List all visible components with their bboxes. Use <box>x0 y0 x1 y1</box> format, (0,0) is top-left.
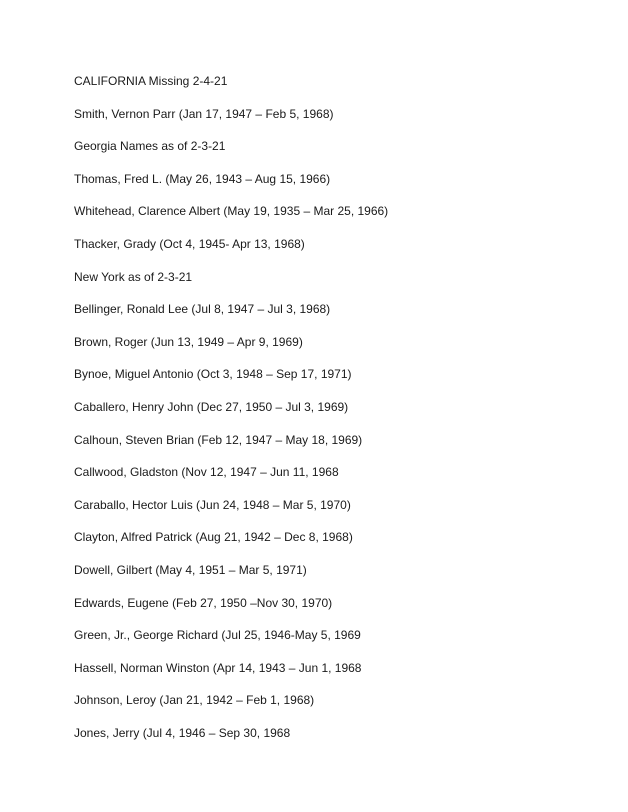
list-item: Thacker, Grady (Oct 4, 1945- Apr 13, 1968) <box>74 236 305 251</box>
list-item: Hassell, Norman Winston (Apr 14, 1943 – Jun 1, 1968 <box>74 660 362 675</box>
list-item: Caballero, Henry John (Dec 27, 1950 – Jul 3, 1969) <box>74 399 349 414</box>
list-item: Johnson, Leroy (Jan 21, 1942 – Feb 1, 1968) <box>74 693 315 708</box>
section-heading-georgia: Georgia Names as of 2-3-21 <box>74 139 226 154</box>
list-item: Jones, Jerry (Jul 4, 1946 – Sep 30, 1968 <box>74 725 291 740</box>
list-item: Bellinger, Ronald Lee (Jul 8, 1947 – Jul 3, 1968) <box>74 302 331 317</box>
list-item: Caraballo, Hector Luis (Jun 24, 1948 – Mar 5, 1970) <box>74 497 351 512</box>
list-item: Bynoe, Miguel Antonio (Oct 3, 1948 – Sep 17, 1971) <box>74 367 352 382</box>
list-item: Thomas, Fred L. (May 26, 1943 – Aug 15, 1966) <box>74 171 331 186</box>
list-item: Edwards, Eugene (Feb 27, 1950 –Nov 30, 1970) <box>74 595 333 610</box>
document-lines <box>74 73 388 757</box>
list-item: Callwood, Gladston (Nov 12, 1947 – Jun 11, 1968 <box>74 465 339 480</box>
list-item: Dowell, Gilbert (May 4, 1951 – Mar 5, 1971) <box>74 562 307 577</box>
list-item: Clayton, Alfred Patrick (Aug 21, 1942 – Dec 8, 1968) <box>74 530 353 545</box>
list-item: Calhoun, Steven Brian (Feb 12, 1947 – May 18, 1969) <box>74 432 363 447</box>
section-heading-new-york: New York as of 2-3-21 <box>74 269 193 284</box>
list-item: Brown, Roger (Jun 13, 1949 – Apr 9, 1969) <box>74 334 303 349</box>
section-heading-california: CALIFORNIA Missing 2-4-21 <box>74 74 228 88</box>
list-item: Smith, Vernon Parr (Jan 17, 1947 – Feb 5, 1968) <box>74 106 334 121</box>
list-item: Green, Jr., George Richard (Jul 25, 1946-May 5, 1969 <box>74 628 361 643</box>
list-item: Whitehead, Clarence Albert (May 19, 1935 – Mar 25, 1966) <box>74 204 389 219</box>
